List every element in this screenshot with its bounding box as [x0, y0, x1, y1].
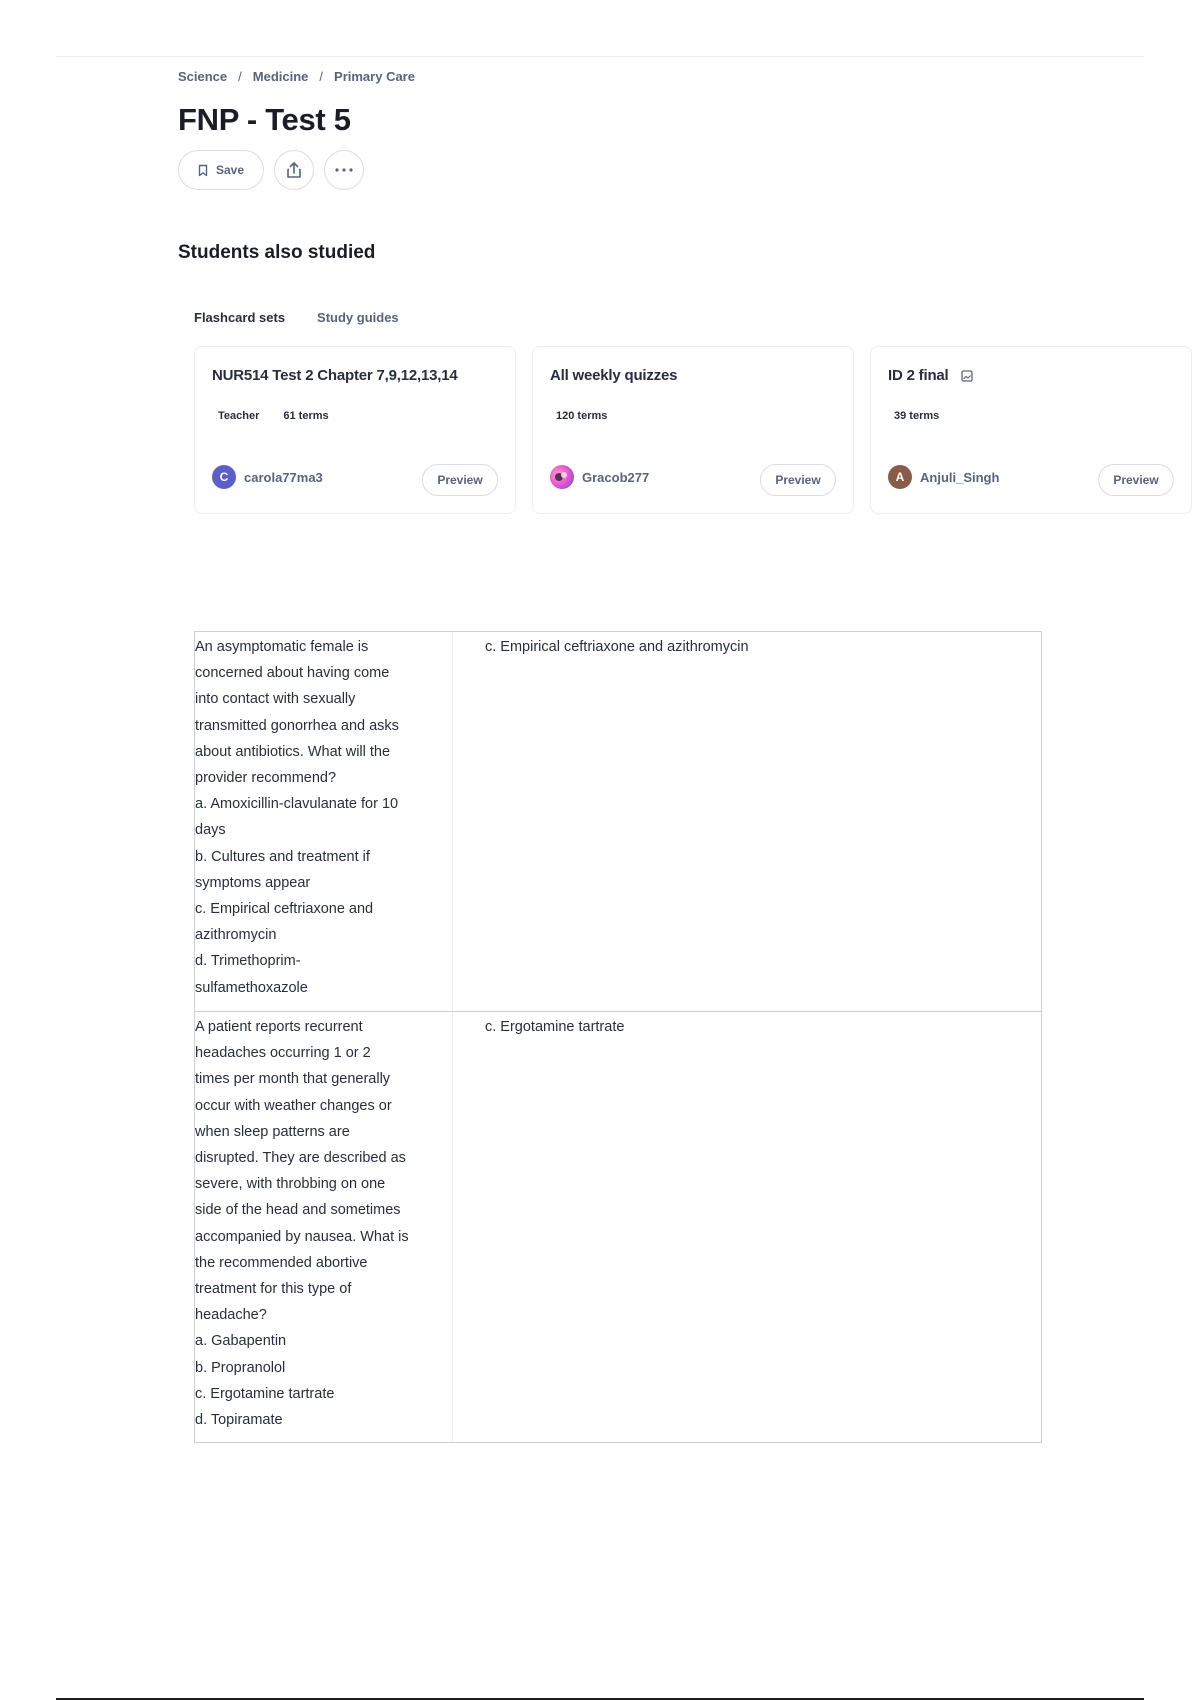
avatar: [550, 465, 574, 489]
page-title: FNP - Test 5: [178, 102, 351, 137]
share-button[interactable]: [274, 150, 314, 190]
avatar-image-icon: [550, 465, 574, 489]
avatar: C: [212, 465, 236, 489]
breadcrumb-separator: /: [238, 68, 242, 84]
more-options-button[interactable]: [324, 150, 364, 190]
breadcrumb-separator: /: [319, 68, 324, 84]
flashcard-table: [194, 631, 1042, 1443]
save-button[interactable]: [178, 150, 264, 190]
card-author[interactable]: [888, 465, 999, 489]
preview-button[interactable]: Preview: [422, 464, 498, 496]
author-name: Anjuli_Singh: [920, 469, 1000, 485]
table-row: [195, 1012, 1041, 1442]
breadcrumb-item-medicine[interactable]: Medicine: [252, 68, 309, 84]
card-title: [550, 367, 677, 384]
more-horizontal-icon: [335, 168, 353, 172]
answer-cell: c. Ergotamine tartrate: [485, 1019, 625, 1035]
breadcrumb: [178, 66, 1048, 86]
share-icon: [286, 161, 302, 179]
preview-button[interactable]: Preview: [760, 464, 836, 496]
breadcrumb-item-primary-care[interactable]: Primary Care: [334, 68, 415, 84]
card-title-text: NUR514 Test 2 Chapter 7,9,12,13,14: [212, 367, 458, 384]
card-meta: [218, 410, 329, 422]
top-divider: [56, 56, 1144, 57]
tab-study-guides[interactable]: Study guides: [317, 310, 399, 325]
study-set-card[interactable]: [194, 346, 516, 514]
page-content: [178, 66, 1159, 516]
card-author[interactable]: [550, 465, 649, 489]
card-title-text: ID 2 final: [888, 367, 949, 384]
card-meta: [556, 410, 607, 422]
section-title: Students also studied: [178, 242, 376, 263]
card-title: [888, 367, 973, 384]
question-cell: A patient reports recurrent headaches occurring 1 or 2 times per month that generally occur with weather changes or when sleep patterns are disrupted. They are described as severe, with throbbing on one side of the head and sometimes accompanied by nausea. What is the recommended abortive treatment for this type of headache? a. Gabapentin b. Propranolol c. Ergotamine tartrate d. Topiramate: [195, 1012, 453, 1442]
tab-flashcard-sets[interactable]: Flashcard sets: [194, 310, 286, 325]
tab-bar: [194, 310, 1048, 328]
terms-count: 61 terms: [283, 410, 329, 422]
card-title-text: All weekly quizzes: [550, 367, 678, 384]
study-set-card[interactable]: [532, 346, 854, 514]
study-set-card[interactable]: [870, 346, 1192, 514]
question-cell: An asymptomatic female is concerned about having come into contact with sexually transmitted gonorrhea and asks about antibiotics. What will the provider recommend? a. Amoxicillin-clavulanate for 10 days b. Cultures and treatment if symptoms appear c. Empirical ceftriaxone and azithromycin d. Trimethoprim- sulfamethoxazole: [195, 632, 453, 1011]
card-meta: [894, 410, 939, 422]
preview-button[interactable]: Preview: [1098, 464, 1174, 496]
card-author[interactable]: [212, 465, 323, 489]
card-title: [212, 367, 458, 384]
save-button-label: Save: [215, 163, 245, 177]
avatar: A: [888, 465, 912, 489]
author-name: Gracob277: [582, 469, 650, 485]
terms-count: 120 terms: [556, 410, 608, 422]
table-row: [195, 632, 1041, 1012]
teacher-badge: Teacher: [218, 410, 260, 422]
breadcrumb-item-science[interactable]: Science: [178, 68, 228, 84]
author-name: carola77ma3: [244, 469, 323, 485]
terms-count: 39 terms: [894, 410, 940, 422]
action-bar: [178, 150, 1048, 190]
answer-cell: c. Empirical ceftriaxone and azithromycin: [485, 639, 749, 655]
image-icon: [961, 370, 973, 382]
bookmark-icon: [198, 164, 208, 177]
study-set-carousel: [194, 346, 1159, 516]
